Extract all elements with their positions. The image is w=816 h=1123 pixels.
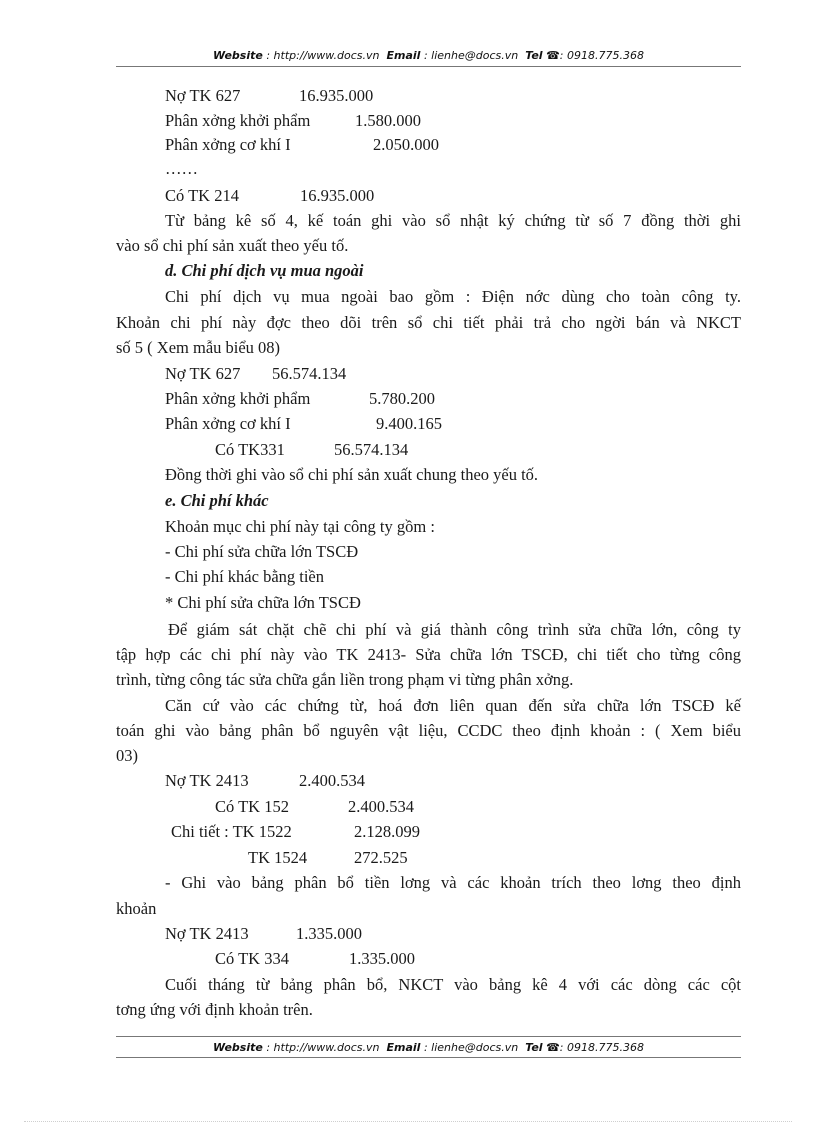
page-footer <box>116 1041 741 1054</box>
paragraph-line: Đồng thời ghi vào sổ chi phí sản xuất chung theo yếu tố. <box>165 465 539 484</box>
phone-icon: ☎ <box>546 1041 560 1054</box>
list-item: * Chi phí sửa chữa lớn TSCĐ <box>165 593 361 612</box>
entry-line <box>116 923 741 945</box>
entry-account: Nợ TK 2413 <box>165 924 249 943</box>
paragraph-line: Căn cứ vào các chứng từ, hoá đơn liên quan đến sửa chữa lớn TSCĐ kế <box>165 696 741 715</box>
email-value: : lienhe@docs.vn <box>423 1041 519 1054</box>
entry-line <box>116 185 741 207</box>
paragraph-line: trình, từng công tác sửa chữa gắn liền trong phạm vi từng phân xởng. <box>116 670 574 689</box>
entry-account: Nợ TK 2413 <box>165 771 249 790</box>
paragraph-line: 03) <box>116 746 138 765</box>
entry-line <box>116 821 741 843</box>
entry-account: Có TK 334 <box>215 949 289 968</box>
website-label: Website <box>213 49 263 62</box>
page-bottom-dotted-edge <box>24 1121 792 1122</box>
paragraph-line: Để giám sát chặt chẽ chi phí và giá thành công trình sửa chữa lớn, công ty <box>168 620 741 639</box>
footer-rule-top <box>116 1036 741 1037</box>
entry-amount: 1.580.000 <box>355 111 421 130</box>
paragraph-line: Khoản chi phí này đợc theo dõi trên sổ chi tiết phải trả cho ngời bán và NKCT <box>116 313 741 332</box>
paragraph-line: Khoản mục chi phí này tại công ty gồm : <box>165 517 435 536</box>
entry-account: Phân xởng cơ khí I <box>165 135 291 154</box>
entry-line <box>116 796 741 818</box>
entry-line <box>116 134 741 156</box>
entry-amount: 56.574.134 <box>334 440 409 459</box>
entry-amount: 2.400.534 <box>348 797 414 816</box>
entry-account: Phân xởng cơ khí I <box>165 414 291 433</box>
entry-line <box>116 85 741 107</box>
section-heading-d: d. Chi phí dịch vụ mua ngoài <box>165 261 364 280</box>
entry-amount: 5.780.200 <box>369 389 435 408</box>
email-label: Email <box>386 49 421 62</box>
list-item: - Chi phí khác bằng tiền <box>165 567 325 586</box>
ellipsis: …… <box>165 159 198 178</box>
entry-amount: 1.335.000 <box>296 924 362 943</box>
paragraph-line: vào sổ chi phí sản xuất theo yếu tố. <box>116 236 349 255</box>
paragraph-line: số 5 ( Xem mẫu biểu 08) <box>116 338 281 357</box>
footer-rule-bottom <box>116 1057 741 1058</box>
section-heading-e: e. Chi phí khác <box>165 491 269 510</box>
entry-line <box>116 110 741 132</box>
entry-line <box>116 413 741 435</box>
entry-account: TK 1524 <box>248 848 308 867</box>
entry-amount: 56.574.134 <box>272 364 347 383</box>
website-value: : http://www.docs.vn <box>266 1041 380 1054</box>
paragraph-line: khoản <box>116 899 157 918</box>
tel-value: : 0918.775.368 <box>559 1041 644 1054</box>
entry-account: Phân xởng khởi phẩm <box>165 111 311 130</box>
entry-line <box>116 388 741 410</box>
entry-account: Có TK 214 <box>165 186 239 205</box>
entry-account: Có TK 152 <box>215 797 289 816</box>
entry-amount: 2.400.534 <box>299 771 365 790</box>
entry-account: Có TK331 <box>215 440 285 459</box>
entry-line <box>116 363 741 385</box>
website-value: : http://www.docs.vn <box>266 49 380 62</box>
entry-amount: 16.935.000 <box>300 186 375 205</box>
email-value: : lienhe@docs.vn <box>423 49 519 62</box>
header-rule <box>116 66 741 67</box>
entry-account: Nợ TK 627 <box>165 364 241 383</box>
paragraph-line: Chi phí dịch vụ mua ngoài bao gồm : Điện nớc dùng cho toàn công ty. <box>165 287 741 306</box>
entry-line <box>116 439 741 461</box>
paragraph-line: - Ghi vào bảng phân bổ tiền lơng và các khoản trích theo lơng theo định <box>165 873 741 892</box>
ellipsis-line <box>116 158 741 180</box>
entry-account: Phân xởng khởi phẩm <box>165 389 311 408</box>
entry-amount: 2.128.099 <box>354 822 420 841</box>
tel-value: : 0918.775.368 <box>559 49 644 62</box>
entry-line <box>116 948 741 970</box>
page-header <box>116 49 741 62</box>
entry-amount: 272.525 <box>354 848 408 867</box>
paragraph-line: toán ghi vào bảng phân bổ nguyên vật liệu, CCDC theo định khoản : ( Xem biểu <box>116 721 741 740</box>
tel-label: Tel <box>525 49 543 62</box>
website-label: Website <box>213 1041 263 1054</box>
list-item: - Chi phí sửa chữa lớn TSCĐ <box>165 542 359 561</box>
entry-amount: 16.935.000 <box>299 86 374 105</box>
entry-amount: 1.335.000 <box>349 949 415 968</box>
paragraph-line: tập hợp các chi phí này vào TK 2413- Sửa chữa lớn TSCĐ, chi tiết cho từng công <box>116 645 741 664</box>
entry-account: Nợ TK 627 <box>165 86 241 105</box>
tel-label: Tel <box>525 1041 543 1054</box>
paragraph-line: tơng ứng với định khoản trên. <box>116 1000 313 1019</box>
entry-amount: 9.400.165 <box>376 414 442 433</box>
entry-line <box>116 847 741 869</box>
paragraph-line: Từ bảng kê số 4, kế toán ghi vào sổ nhật ký chứng từ số 7 đồng thời ghi <box>165 211 741 230</box>
paragraph-line: Cuối tháng từ bảng phân bổ, NKCT vào bảng kê 4 với các dòng các cột <box>165 975 741 994</box>
entry-account: Chi tiết : TK 1522 <box>171 822 292 841</box>
email-label: Email <box>386 1041 421 1054</box>
entry-line <box>116 770 741 792</box>
entry-amount: 2.050.000 <box>373 135 439 154</box>
phone-icon: ☎ <box>546 49 560 62</box>
